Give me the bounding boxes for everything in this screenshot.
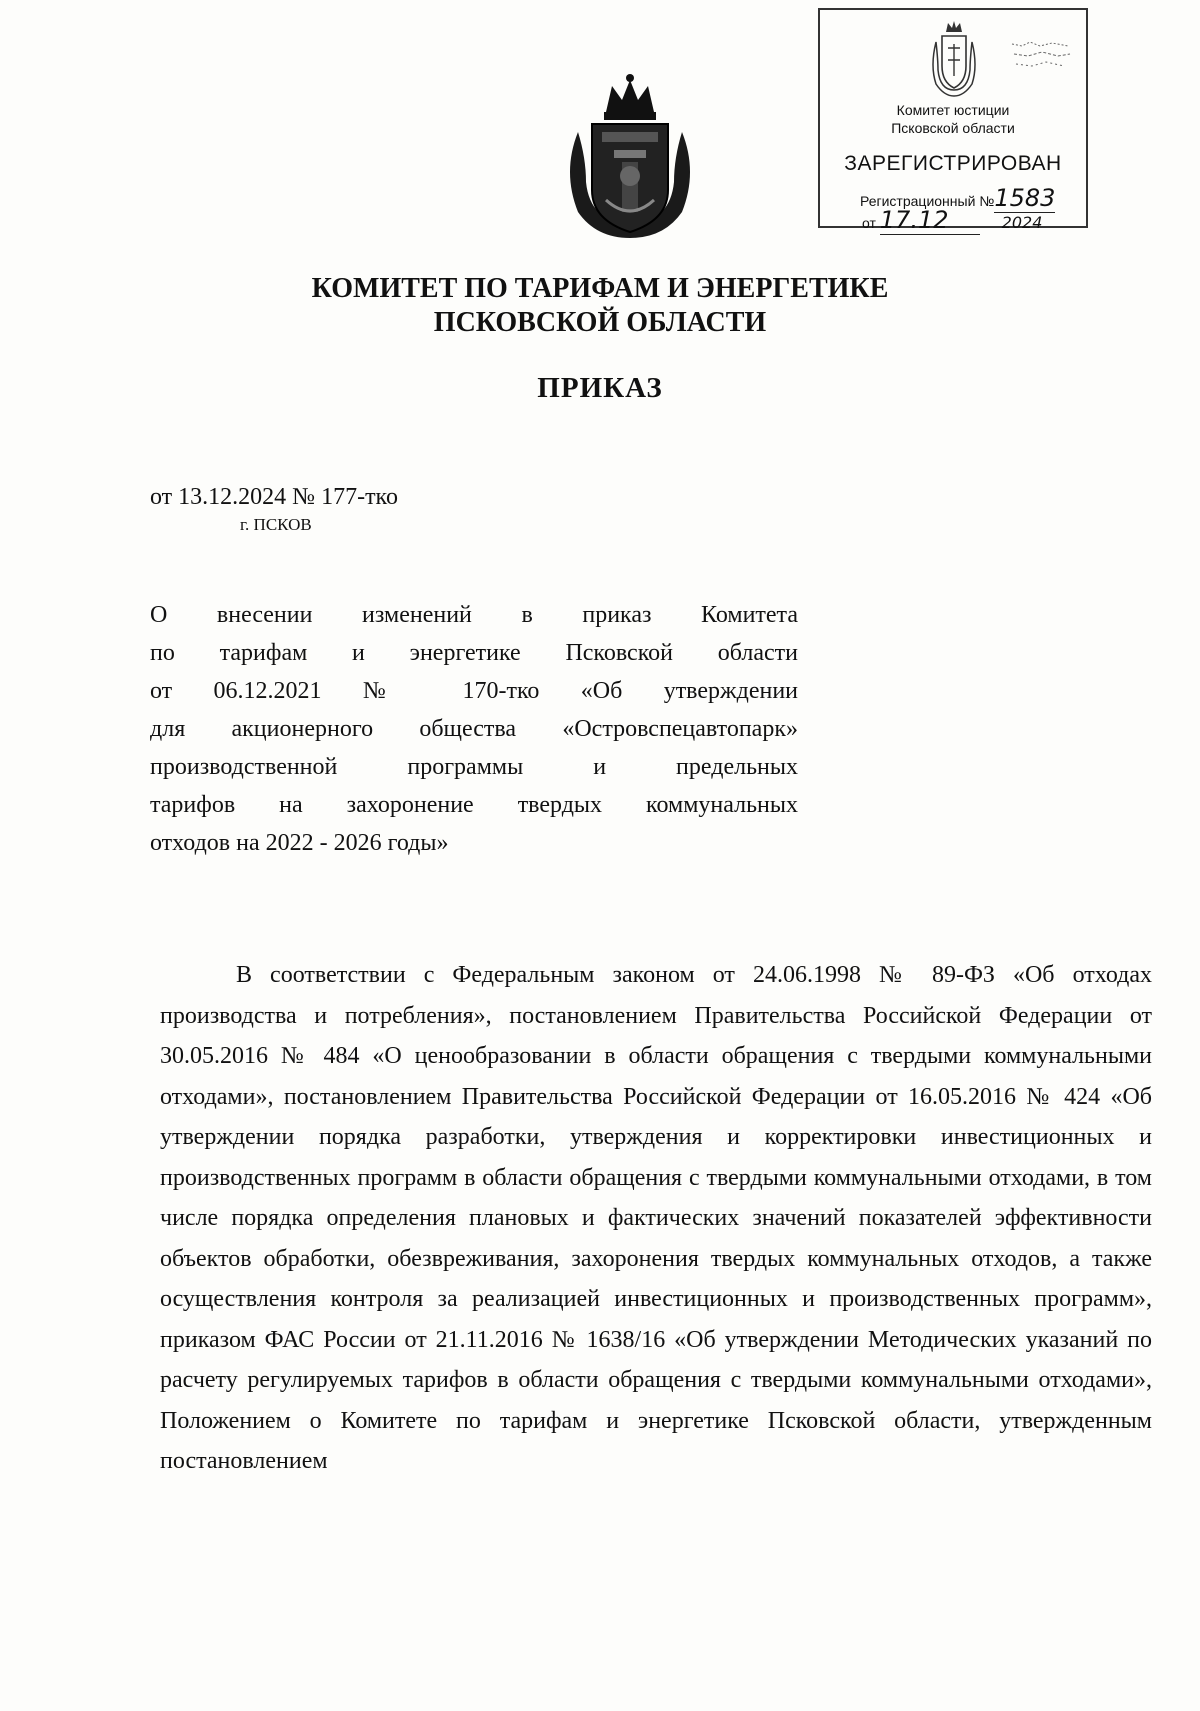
stamp-date-label: от (862, 215, 876, 231)
subject-line: для акционерного общества «Островспецавтопарк» (150, 716, 798, 742)
stamp-scribble-mark (1008, 36, 1074, 76)
stamp-year-value: 2024 (1001, 213, 1043, 232)
registration-stamp (818, 8, 1088, 234)
organization-title-line2: ПСКОВСКОЙ ОБЛАСТИ (433, 307, 767, 338)
body-paragraph: В соответствии с Федеральным законом от 24.06.1998 № 89-ФЗ «Об отходах производства и потребления», постановлением Правительства Российской Федерации от 30.05.2016 № 484 «О ценообразовании в области обращения с твердыми коммунальными отходами», постановлением Правительства Российской Федерации от 16.05.2016 № 424 «Об утверждении порядка разработки, утверждения и корректировки инвестиционных и производственных программ в области обращения с твердыми коммунальными отходами, в том числе порядка определения плановых и фактических значений показателей эффективности объектов обработки, обезвреживания, захоронения твердых коммунальных отходов, а также осуществления контроля за реализацией инвестиционных и производственных программ», приказом ФАС России от 21.11.2016 № 1638/16 «Об утверждении Методических указаний по расчету регулируемых тарифов в области обращения с твердыми коммунальными отходами», Положением о Комитете по тарифам и энергетике Псковской области, утвержденным постановлением (160, 962, 1152, 1474)
subject-line: от 06.12.2021 № 170-тко «Об утверждении (150, 678, 798, 704)
stamp-date-row (862, 206, 1042, 235)
subject-line: О внесении изменений в приказ Комитета (150, 602, 798, 628)
organization-title (0, 272, 1200, 340)
stamp-coat-of-arms-icon (928, 20, 980, 100)
stamp-org-line1: Комитет юстиции (896, 102, 1010, 118)
organization-title-line1: КОМИТЕТ ПО ТАРИФАМ И ЭНЕРГЕТИКЕ (311, 273, 889, 304)
subject-line: производственной программы и предельных (150, 754, 798, 780)
stamp-reg-number: 1583 (994, 184, 1056, 212)
document-subject (150, 596, 798, 862)
document-type: ПРИКАЗ (537, 372, 663, 404)
subject-line: отходов на 2022 - 2026 годы» (150, 830, 449, 856)
stamp-org-line2: Псковской области (891, 120, 1015, 136)
document-city: г. ПСКОВ (240, 515, 312, 534)
stamp-date-value: 17.12 (880, 206, 980, 235)
stamp-reg-label: Регистрационный № (860, 193, 995, 209)
document-date-number: от 13.12.2024 № 177-тко (150, 484, 398, 510)
coat-of-arms-icon (556, 72, 704, 242)
stamp-status: ЗАРЕГИСТРИРОВАН (844, 152, 1062, 175)
subject-line: по тарифам и энергетике Псковской области (150, 640, 798, 666)
subject-line: тарифов на захоронение твердых коммунальных (150, 792, 798, 818)
